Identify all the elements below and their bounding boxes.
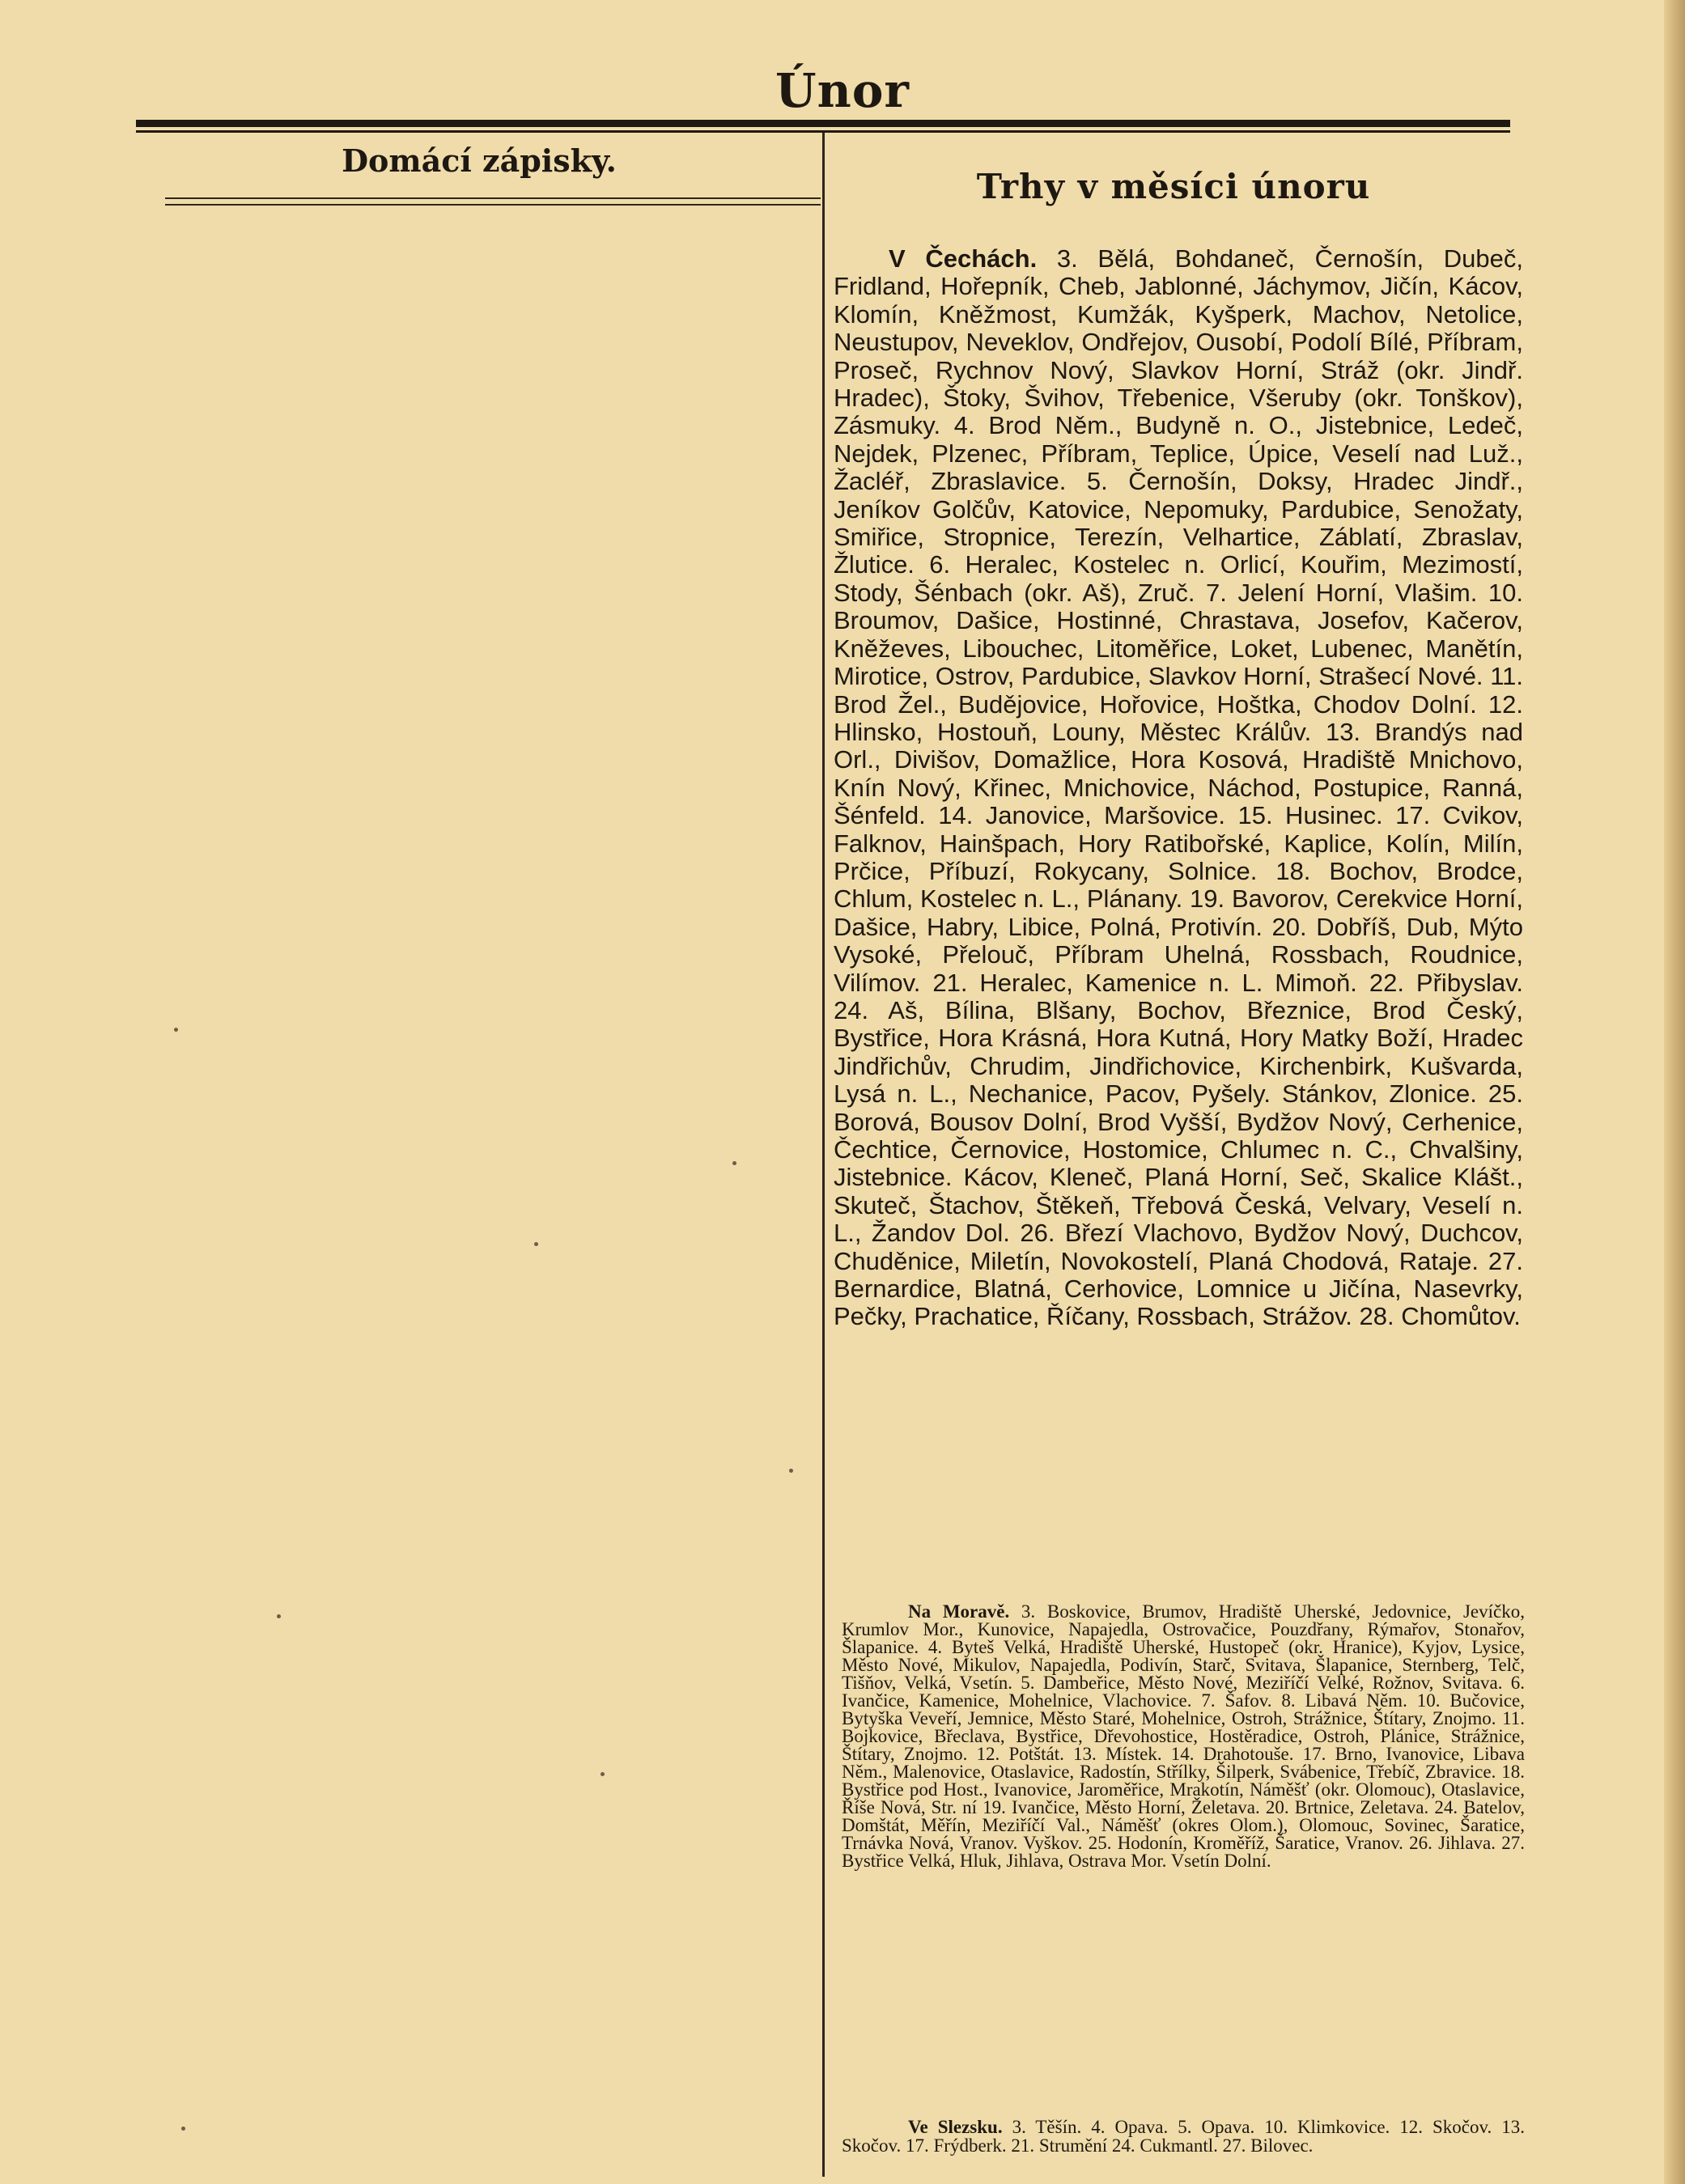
column-divider [822,133,825,2177]
paper-speck [181,2127,185,2131]
silesia-label: Ve Slezsku. [908,2117,1003,2137]
notes-heading: Domácí zápisky. [342,142,617,179]
notes-rule-top [165,197,821,199]
silesia-markets [842,2118,1525,2155]
paper-speck [174,1028,178,1032]
bohemia-markets-text: 3. Bělá, Bohdaneč, Černošín, Dubeč, Fridland, Hořepník, Cheb, Jablonné, Jáchymov, Jičín, Kácov, Klomín, Kněžmost, Kumžák, Kyšperk, Machov, Netolice, Neustupov, Neveklov, Ondřejov, Ousobí, Podolí Bílé, Příbram, Proseč, Rychnov Nový, Slavkov Horní, Stráž (okr. Jindř. Hradec), Štoky, Švihov, Třebenice, Všeruby (okr. Tonškov), Zásmuky. 4. Brod Něm., Budyně n. O., Jistebnice, Ledeč, Nejdek, Plzenec, Příbram, Teplice, Úpice, Veselí nad Luž., Žacléř, Zbraslavice. 5. Černošín, Doksy, Hradec Jindř., Jeníkov Golčův, Katovice, Nepomuky, Pardubice, Senožaty, Smiřice, Stropnice, Terezín, Velhartice, Záblatí, Zbraslav, Žlutice. 6. Heralec, Kostelec n. Orlicí, Kouřim, Mezimostí, Stody, Šénbach (okr. Aš), Zruč. 7. Jelení Horní, Vlašim. 10. Broumov, Dašice, Hostinné, Chrastava, Josefov, Kačerov, Kněževes, Libouchec, Litoměřice, Loket, Lubenec, Manětín, Mirotice, Ostrov, Pardubice, Slavkov Horní, Strašecí Nové. 11. Brod Žel., Budějovice, Hořovice, Hoštka, Chodov Dolní. 12. Hlinsko, Hostouň, Louny, Městec Králův. 13. Brandýs nad Orl., Divišov, Domažlice, Hora Kosová, Hradiště Mnichovo, Knín Nový, Křinec, Mnichovice, Náchod, Postupice, Ranná, Šénfeld. 14. Janovice, Maršovice. 15. Husinec. 17. Cvikov, Falknov, Hainšpach, Hory Ratibořské, Kaplice, Kolín, Milín, Prčice, Příbuzí, Rokycany, Solnice. 18. Bochov, Brodce, Chlum, Kostelec n. L., Plánany. 19. Bavorov, Cerekvice Horní, Dašice, Habry, Libice, Polná, Protivín. 20. Dobříš, Dub, Mýto Vysoké, Přelouč, Příbram Uhelná, Rossbach, Roudnice, Vilímov. 21. Heralec, Kamenice n. L. Mimoň. 22. Přibyslav. 24. Aš, Bílina, Blšany, Bochov, Březnice, Brod Český, Bystřice, Hora Krásná, Hora Kutná, Hory Matky Boží, Hradec Jindřichův, Chrudim, Jindřichovice, Kirchenbirk, Kušvarda, Lysá n. L., Nechanice, Pacov, Pyšely. Stánkov, Zlonice. 25. Borová, Bousov Dolní, Brod Vyšší, Bydžov Nový, Cerhenice, Čechtice, Černovice, Hostomice, Chlumec n. C., Chvalšiny, Jistebnice. Kácov, Kleneč, Planá Horní, Seč, Skalice Klášt., Skuteč, Štachov, Štěkeň, Třebová Česká, Velvary, Veselí n. L., Žandov Dol. 26. Březí Vlachovo, Bydžov Nový, Duchcov, Chuděnice, Miletín, Novokostelí, Planá Chodová, Rataje. 27. Bernardice, Blatná, Cerhovice, Lomnice u Jičína, Nasevrky, Pečky, Prachatice, Říčany, Rossbach, Strážov. 28. Chomůtov. [834,244,1523,1331]
paper-edge [1664,0,1685,2184]
header-rule-thick [136,120,1510,127]
bohemia-label: V Čechách. [889,244,1038,273]
notes-rule-bottom [165,204,821,206]
paper-speck [732,1161,736,1165]
markets-heading: Trhy v měsíci únoru [976,167,1371,206]
moravia-label: Na Moravě. [908,1601,1010,1622]
moravia-markets-text: 3. Boskovice, Brumov, Hradiště Uherské, Jedovnice, Jevíčko, Krumlov Mor., Kunovice, Napajedla, Ostrovačice, Pouzdřany, Rýmařov, Stonařov, Šlapanice. 4. Byteš Velká, Hradiště Uherské, Hustopeč (okr. Hranice), Kyjov, Lysice, Město Nové, Mikulov, Napajedla, Podivín, Starč, Svitava, Šlapanice, Sternberg, Telč, Tišňov, Velká, Vsetín. 5. Dambeřice, Město Nové, Meziříčí Velké, Rožnov, Svitava. 6. Ivančice, Kamenice, Mohelnice, Vlachovice. 7. Šafov. 8. Libavá Něm. 10. Bučovice, Bytyška Veveří, Jemnice, Město Staré, Mohelnice, Ostroh, Strážnice, Štítary, Znojmo. 11. Bojkovice, Břeclava, Bystřice, Dřevohostice, Hostěradice, Ostroh, Plánice, Strážnice, Štítary, Znojmo. 12. Potštát. 13. Místek. 14. Drahotouše. 17. Brno, Ivanovice, Libava Něm., Malenovice, Otaslavice, Radostín, Střílky, Šilperk, Svábenice, Třebíč, Zbravice. 18. Bystřice pod Host., Ivanovice, Jaroměřice, Mrakotín, Náměšť (okr. Olomouc), Otaslavice, Říše Nová, Str. ní 19. Ivančice, Město Horní, Želetava. 20. Brtnice, Zeletava. 24. Batelov, Domštát, Měřín, Meziříčí Val., Náměšť (okres Olom.), Olomouc, Sovinec, Šaratice, Trnávka Nová, Vranov. Vyškov. 25. Hodonín, Kroměříž, Šaratice, Vranov. 26. Jihlava. 27. Bystřice Velká, Hluk, Jihlava, Ostrava Mor. Vsetín Dolní. [842,1601,1525,1871]
paper-speck [601,1772,605,1776]
silesia-markets-text: 3. Těšín. 4. Opava. 5. Opava. 10. Klimkovice. 12. Skočov. 13. Skočov. 17. Frýdberk. 21. Strumění 24. Cukmantl. 27. Bilovec. [842,2117,1525,2156]
paper-speck [277,1614,281,1618]
moravia-markets [842,1603,1525,1870]
page-title: Únor [775,63,910,118]
bohemia-markets [834,245,1523,1331]
paper-speck [534,1242,538,1246]
paper-speck [789,1469,793,1473]
